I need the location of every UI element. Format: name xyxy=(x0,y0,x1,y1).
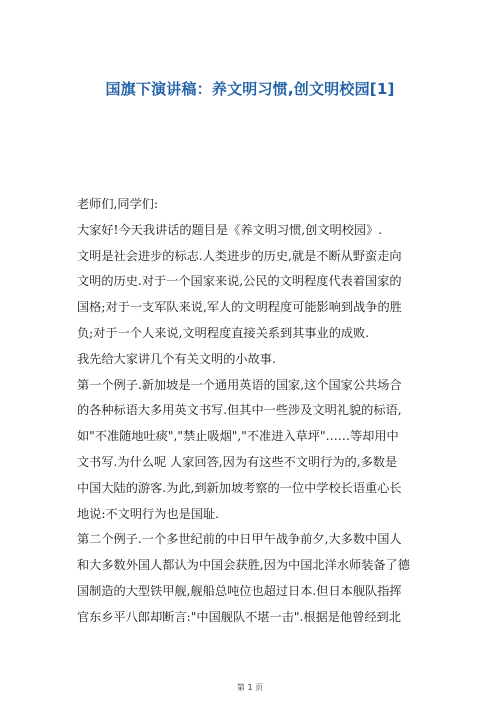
body-line: 中国大陆的游客.为此,到新加坡考察的一位中学校长语重心长 xyxy=(77,480,402,495)
body-line: 和大多数外国人都认为中国会获胜,因为中国北洋水师装备了德 xyxy=(77,558,410,573)
body-line: 负;对于一个人来说,文明程度直接关系到其事业的成败. xyxy=(77,325,370,340)
body-line: 地说:不文明行为也是国耻. xyxy=(77,506,220,521)
body-line: 官东乡平八郎却断言:"中国舰队不堪一击".根据是他曾经到北 xyxy=(77,609,401,624)
body-line: 文明是社会进步的标志.人类进步的历史,就是不断从野蛮走向 xyxy=(77,248,402,263)
body-line: 大家好!今天我讲话的题目是《养文明习惯,创文明校园》. xyxy=(77,222,383,237)
page-title: 国旗下演讲稿：养文明习惯,创文明校园[1] xyxy=(105,80,395,98)
page-number: 第 1 页 xyxy=(236,683,264,692)
body-line: 文书写.为什么呢 人家回答,因为有这些不文明行为的,多数是 xyxy=(77,454,398,469)
body-line: 文明的历史.对于一个国家来说,公民的文明程度代表着国家的 xyxy=(77,274,402,289)
body-line: 的各种标语大多用英文书写.但其中一些涉及文明礼貌的标语, xyxy=(77,403,402,418)
body-line: 我先给大家讲几个有关文明的小故事. xyxy=(77,351,276,366)
salutation-line: 老师们,同学们: xyxy=(77,197,159,211)
body-line: 国制造的大型铁甲舰,舰船总吨位也超过日本.但日本舰队指挥 xyxy=(77,583,402,598)
body-line: 如"不准随地吐痰","禁止吸烟","不准进入草坪"……等却用中 xyxy=(77,429,399,444)
body-line: 国格;对于一支军队来说,军人的文明程度可能影响到战争的胜 xyxy=(77,300,402,315)
body-line: 第二个例子.一个多世纪前的中日甲午战争前夕,大多数中国人 xyxy=(77,532,402,547)
body-line: 第一个例子.新加坡是一个通用英语的国家,这个国家公共场合 xyxy=(77,377,402,392)
document-body xyxy=(77,192,427,631)
